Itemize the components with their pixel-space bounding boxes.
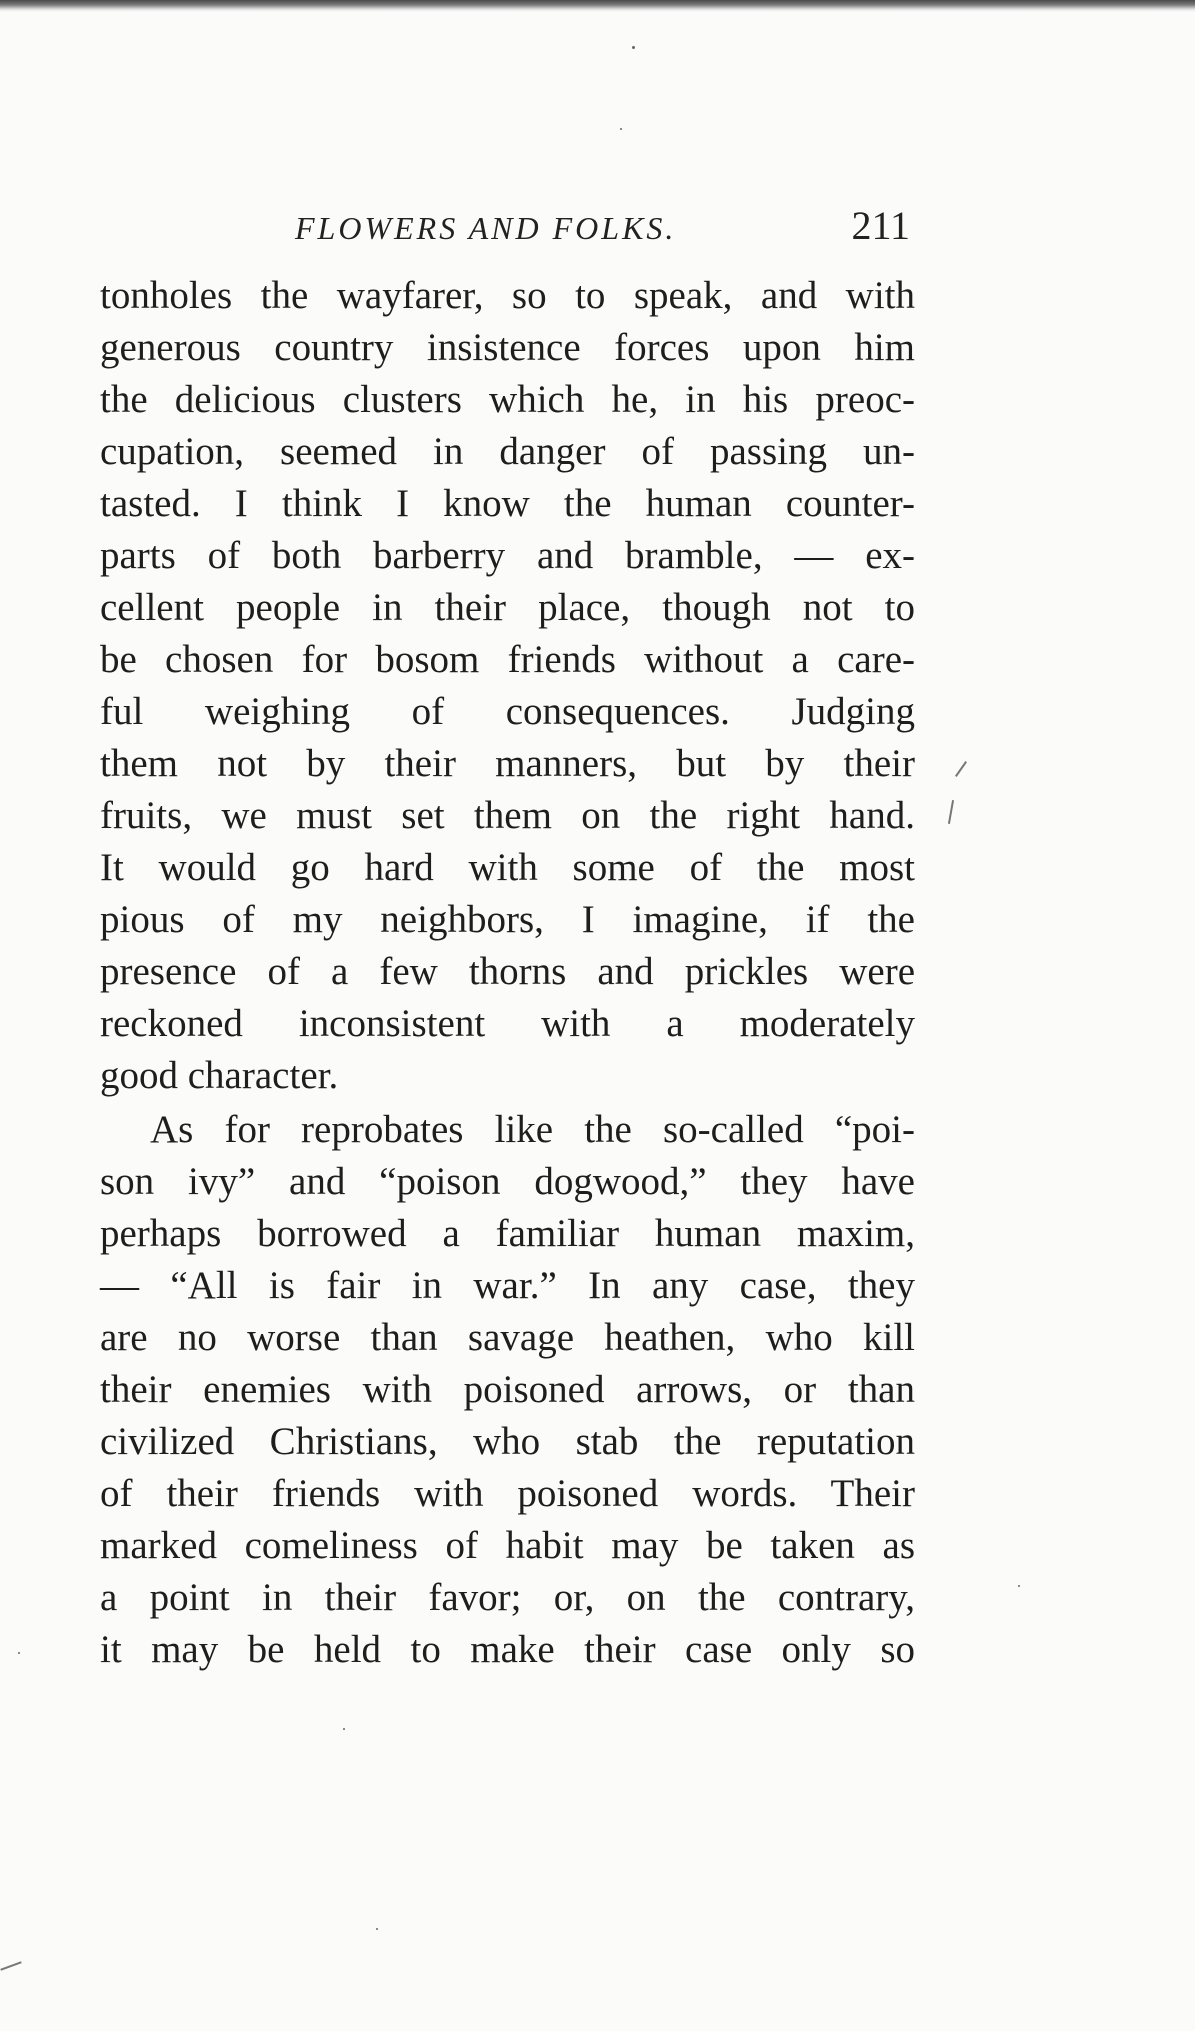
text-line: fruits, we must set them on the right hand.: [100, 794, 915, 837]
text-line: ful weighing of consequences. Judging: [100, 690, 915, 733]
text-line: good character.: [100, 1054, 339, 1097]
text-line: pious of my neighbors, I imagine, if the: [100, 898, 915, 941]
ink-speck: [620, 128, 622, 130]
ink-speck: [343, 1728, 345, 1730]
text-line: cellent people in their place, though not to: [100, 586, 915, 629]
text-line: generous country insistence forces upon him: [100, 326, 915, 369]
body-text: [100, 270, 915, 1676]
text-line: be chosen for bosom friends without a care-: [100, 638, 915, 681]
text-line: their enemies with poisoned arrows, or than: [100, 1368, 915, 1411]
text-line: perhaps borrowed a familiar human maxim,: [100, 1212, 915, 1255]
ink-speck: [1018, 1585, 1020, 1587]
text-line: presence of a few thorns and prickles were: [100, 950, 915, 993]
paragraph: [100, 270, 915, 1102]
text-line: are no worse than savage heathen, who kill: [100, 1316, 915, 1359]
ink-speck: [376, 1928, 378, 1930]
text-line: tonholes the wayfarer, so to speak, and with: [100, 274, 915, 317]
text-line: cupation, seemed in danger of passing un-: [100, 430, 915, 473]
text-line: reckoned inconsistent with a moderately: [100, 1002, 915, 1045]
text-line: son ivy” and “poison dogwood,” they have: [100, 1160, 915, 1203]
text-line: them not by their manners, but by their: [100, 742, 915, 785]
text-line: — “All is fair in war.” In any case, they: [100, 1264, 915, 1307]
text-line: tasted. I think I know the human counter-: [100, 482, 915, 525]
margin-pencil-mark: [948, 800, 954, 824]
ink-speck: [632, 46, 635, 49]
text-line: a point in their favor; or, on the contrary,: [100, 1576, 915, 1619]
text-line: of their friends with poisoned words. Their: [100, 1472, 915, 1515]
page-top-edge: [0, 0, 1195, 12]
paragraph: [100, 1104, 915, 1676]
text-line: As for reprobates like the so-called “poi-: [150, 1108, 915, 1151]
text-line: it may be held to make their case only so: [100, 1628, 915, 1671]
margin-pencil-mark: [0, 1961, 21, 1970]
page-header: [295, 200, 915, 260]
margin-pencil-mark: [955, 761, 967, 777]
page-number: 211: [851, 203, 910, 248]
ink-speck: [18, 1652, 20, 1654]
text-line: It would go hard with some of the most: [100, 846, 915, 889]
text-line: the delicious clusters which he, in his preoc-: [100, 378, 915, 421]
text-line: civilized Christians, who stab the reputation: [100, 1420, 915, 1463]
running-title: FLOWERS AND FOLKS.: [295, 210, 677, 246]
text-line: marked comeliness of habit may be taken as: [100, 1524, 915, 1567]
text-line: parts of both barberry and bramble, — ex-: [100, 534, 915, 577]
